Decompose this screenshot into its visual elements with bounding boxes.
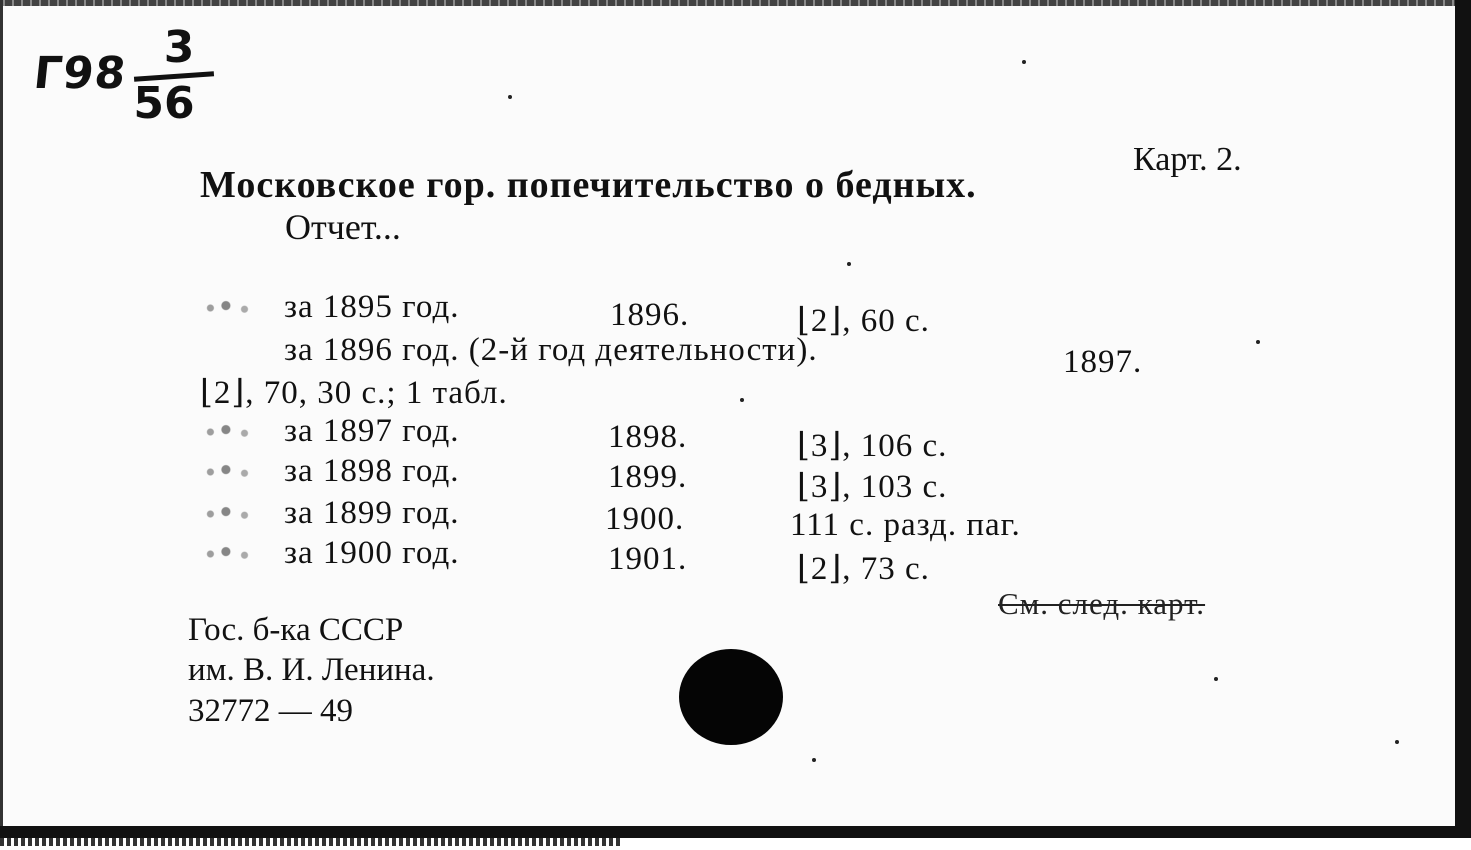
entry-pages: ⌊2⌋, 73 с. bbox=[797, 551, 930, 587]
see-next-card-note: См. след. карт. bbox=[998, 586, 1206, 621]
record-subtitle: Отчет... bbox=[285, 207, 401, 247]
stamp-smudge bbox=[198, 460, 260, 484]
dust-speck bbox=[812, 758, 816, 762]
stamp-smudge bbox=[198, 502, 260, 526]
dust-speck bbox=[1395, 740, 1399, 744]
print-order-number: 32772 — 49 bbox=[188, 693, 353, 729]
entry-pages: ⌊2⌋, 70, 30 с.; 1 табл. bbox=[200, 375, 508, 411]
entry-period: за 1897 год. bbox=[284, 413, 460, 449]
dust-speck bbox=[847, 262, 851, 266]
entry-pages: 111 с. разд. паг. bbox=[790, 507, 1021, 543]
shelfmark-denominator: 56 bbox=[133, 78, 195, 129]
record-title: Московское гор. попечительство о бедных. bbox=[200, 164, 977, 206]
dust-speck bbox=[508, 95, 512, 99]
dust-speck bbox=[740, 398, 744, 402]
entry-pages: ⌊3⌋, 103 с. bbox=[797, 469, 948, 505]
entry-period: за 1895 год. bbox=[284, 289, 460, 325]
dust-speck bbox=[1214, 677, 1218, 681]
shelfmark-prefix: Г98 bbox=[31, 48, 129, 99]
stamp-smudge bbox=[198, 420, 260, 444]
punch-hole bbox=[679, 649, 783, 745]
dust-speck bbox=[1256, 340, 1260, 344]
library-name-cont: им. В. И. Ленина. bbox=[188, 652, 435, 688]
entry-period: за 1899 год. bbox=[284, 495, 460, 531]
entry-period: за 1898 год. bbox=[284, 453, 460, 489]
card-bottom-perforation bbox=[0, 838, 620, 846]
card-left-edge bbox=[0, 0, 3, 850]
entry-year: 1899. bbox=[608, 459, 688, 495]
entry-year: 1901. bbox=[608, 541, 688, 577]
card-bottom-edge bbox=[0, 826, 1471, 838]
entry-pages: ⌊2⌋, 60 с. bbox=[797, 303, 930, 339]
entry-year: 1898. bbox=[608, 419, 688, 455]
shelfmark-numerator: 3 bbox=[163, 22, 195, 73]
stamp-smudge bbox=[198, 296, 260, 320]
card-right-edge bbox=[1455, 0, 1471, 850]
library-name: Гос. б-ка СССР bbox=[188, 612, 404, 648]
entry-year: 1897. bbox=[1063, 344, 1143, 380]
entry-year: 1896. bbox=[610, 297, 690, 333]
shelfmark bbox=[31, 22, 204, 142]
entry-pages: ⌊3⌋, 106 с. bbox=[797, 428, 948, 464]
card-number: Карт. 2. bbox=[1133, 141, 1242, 178]
stamp-smudge bbox=[198, 542, 260, 566]
entry-year: 1900. bbox=[605, 501, 685, 537]
card-top-edge bbox=[0, 0, 1471, 6]
entry-period: за 1900 год. bbox=[284, 535, 460, 571]
entry-period: за 1896 год. (2-й год деятельности). bbox=[284, 332, 818, 368]
dust-speck bbox=[1022, 60, 1026, 64]
